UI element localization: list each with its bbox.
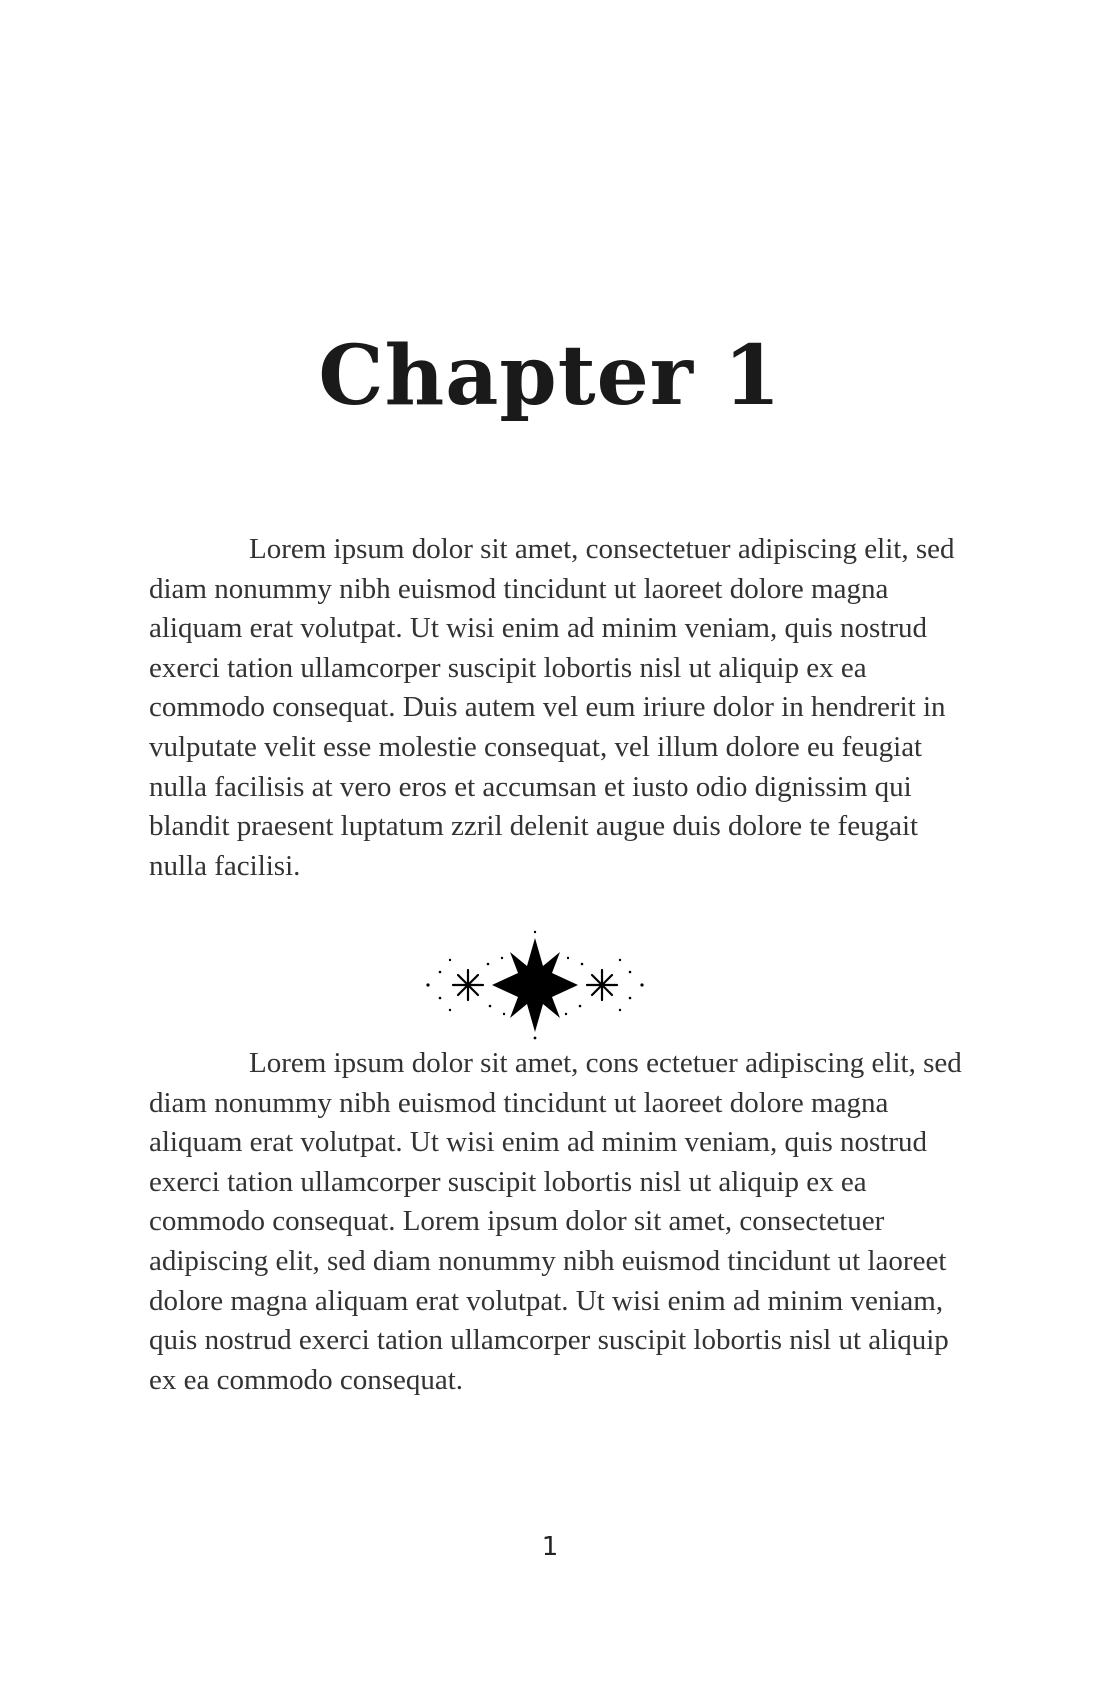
right-sparkle-icon	[587, 970, 617, 1000]
page-number: 1	[541, 1532, 559, 1562]
star-divider-icon	[410, 930, 660, 1040]
left-sparkle-icon	[453, 970, 483, 1000]
body-paragraph-1: Lorem ipsum dolor sit amet, consectetuer adipiscing elit, sed diam nonummy nibh euismod tincidunt ut laoreet dolore magna aliquam erat volutpat. Ut wisi enim ad minim veniam, quis nostrud exerci tation ullamcorper suscipit lobortis nisl ut aliquip ex ea commodo consequat. Duis autem vel eum iriure dolor in hendrerit in vulputate velit esse molestie consequat, vel illum dolore eu feugiat nulla facilisis at vero eros et accumsan et iusto odio dignissim qui blandit praesent luptatum zzril delenit augue duis dolore te feugait nulla facilisi.	[149, 533, 955, 882]
body-paragraph-2: Lorem ipsum dolor sit amet, cons ectetuer adipiscing elit, sed diam nonummy nibh euismod tincidunt ut laoreet dolore magna aliquam erat volutpat. Ut wisi enim ad minim veniam, quis nostrud exerci tation ullamcorper suscipit lobortis nisl ut aliquip ex ea commodo consequat. Lorem ipsum dolor sit amet, consectetuer adipiscing elit, sed diam nonummy nibh euismod tincidunt ut laoreet dolore magna aliquam erat volutpat. Ut wisi enim ad minim veniam, quis nostrud exerci tation ullamcorper suscipit lobortis nisl ut aliquip ex ea commodo consequat.	[149, 1047, 962, 1396]
chapter-title: Chapter 1	[318, 328, 782, 424]
